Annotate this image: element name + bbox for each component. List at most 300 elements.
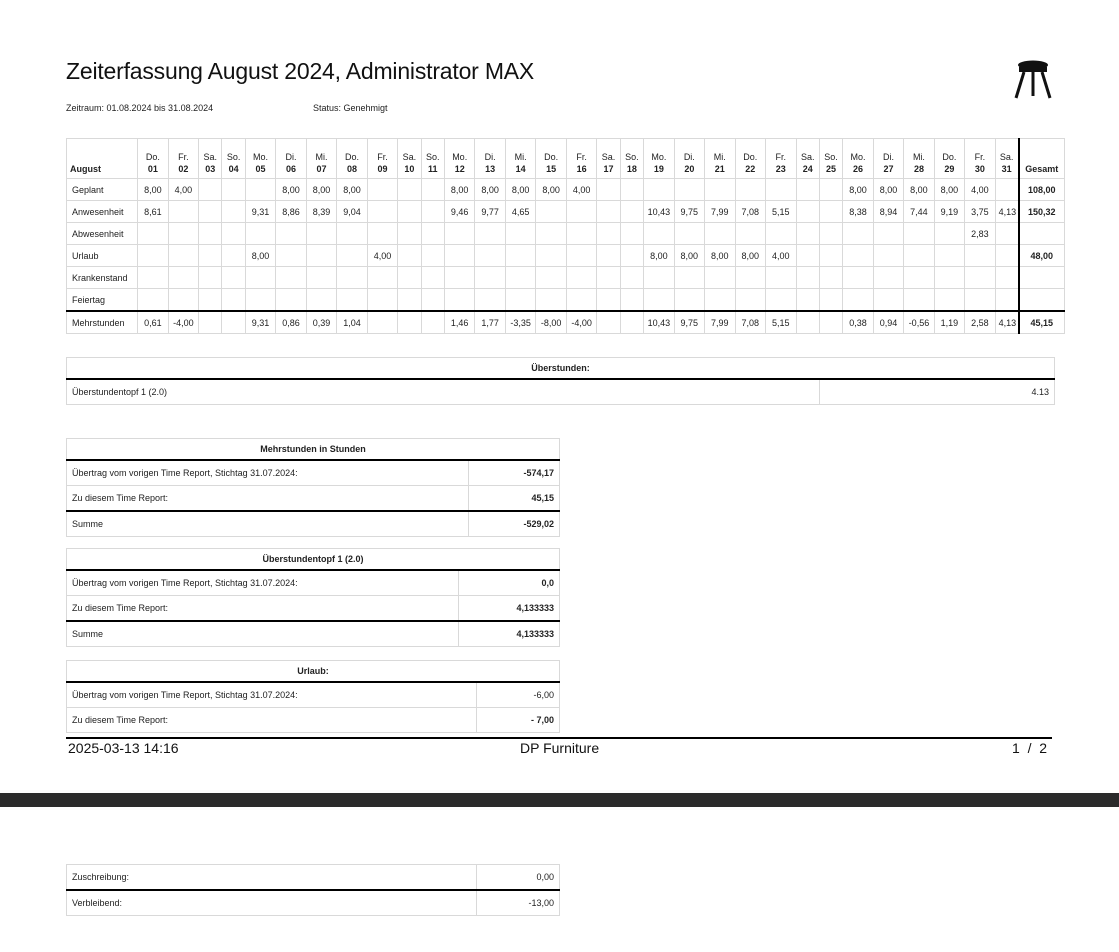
- table-cell: [306, 267, 336, 289]
- table-cell: [337, 267, 367, 289]
- table-cell: [245, 179, 275, 201]
- day-of-week: Fr.: [377, 152, 388, 162]
- table-cell: [796, 245, 819, 267]
- day-of-week: Di.: [285, 152, 297, 162]
- table-cell: 8,39: [306, 201, 336, 223]
- table-cell: [367, 311, 397, 334]
- table-cell: 0,38: [843, 311, 873, 334]
- table-cell: [796, 179, 819, 201]
- day-header: [306, 139, 336, 179]
- table-cell: [674, 289, 704, 312]
- table-cell: [367, 267, 397, 289]
- day-of-week: Fr.: [178, 152, 189, 162]
- day-of-week: Fr.: [974, 152, 986, 162]
- day-number: 04: [228, 164, 239, 174]
- footer-timestamp: 2025-03-13 14:16: [68, 740, 179, 756]
- table-cell: [995, 223, 1018, 245]
- day-number: 26: [852, 164, 863, 174]
- table-cell: [934, 245, 964, 267]
- table-cell: [735, 289, 765, 312]
- urlaub-title: Urlaub:: [67, 661, 560, 683]
- table-cell: 8,00: [873, 179, 903, 201]
- table-cell: [245, 267, 275, 289]
- table-cell: [674, 267, 704, 289]
- day-of-week: Fr.: [775, 152, 787, 162]
- mehrstunden-current-value: 45,15: [469, 486, 560, 512]
- day-number: 28: [913, 164, 924, 174]
- day-header: [199, 139, 222, 179]
- table-cell: [199, 245, 222, 267]
- table-row: [67, 223, 1065, 245]
- day-number: 27: [883, 164, 894, 174]
- table-cell: [421, 289, 444, 312]
- day-header: [995, 139, 1018, 179]
- day-header: [796, 139, 819, 179]
- day-header: [168, 139, 198, 179]
- day-number: 21: [714, 164, 725, 174]
- day-header: [138, 139, 168, 179]
- day-header: [536, 139, 566, 179]
- table-cell: [934, 267, 964, 289]
- day-of-week: Sa.: [999, 152, 1014, 162]
- topf-title: Überstundentopf 1 (2.0): [67, 549, 560, 571]
- table-cell: [796, 267, 819, 289]
- table-cell: [674, 223, 704, 245]
- table-cell: [475, 245, 505, 267]
- day-of-week: Mi.: [514, 152, 527, 162]
- table-row: [67, 289, 1065, 312]
- table-cell: [620, 245, 643, 267]
- table-cell: 8,00: [536, 179, 566, 201]
- day-header: [766, 139, 796, 179]
- table-cell: [421, 201, 444, 223]
- table-row: [67, 511, 560, 537]
- table-cell: [597, 289, 620, 312]
- table-cell: [199, 289, 222, 312]
- day-number: 19: [653, 164, 664, 174]
- table-cell: [873, 289, 903, 312]
- table-cell: [199, 179, 222, 201]
- table-cell: 1,19: [934, 311, 964, 334]
- table-cell: [873, 245, 903, 267]
- table-cell: [644, 289, 674, 312]
- day-of-week: Mi.: [912, 152, 925, 162]
- table-cell: [735, 267, 765, 289]
- table-cell: [873, 267, 903, 289]
- table-cell: [597, 179, 620, 201]
- table-cell: [904, 245, 934, 267]
- day-of-week: Do.: [942, 152, 957, 162]
- table-cell: [620, 201, 643, 223]
- day-of-week: So.: [226, 152, 241, 162]
- table-cell: [766, 289, 796, 312]
- day-header: [475, 139, 505, 179]
- topf-current-value: 4,133333: [459, 596, 560, 622]
- table-cell: 0,61: [138, 311, 168, 334]
- day-number: 09: [377, 164, 388, 174]
- table-cell: [444, 267, 474, 289]
- table-cell: 4,13: [995, 311, 1018, 334]
- topf-table: [66, 548, 560, 647]
- table-cell: [597, 245, 620, 267]
- day-header: [505, 139, 535, 179]
- table-cell: [620, 289, 643, 312]
- table-cell: [222, 267, 245, 289]
- table-cell: [620, 179, 643, 201]
- table-cell: [276, 267, 306, 289]
- day-of-week: Mo.: [452, 152, 468, 162]
- table-cell: 0,94: [873, 311, 903, 334]
- table-cell: 2,58: [965, 311, 995, 334]
- day-of-week: Do.: [145, 152, 160, 162]
- table-cell: [168, 201, 198, 223]
- day-header: [245, 139, 275, 179]
- table-cell: [222, 201, 245, 223]
- topf-current-label: Zu diesem Time Report:: [67, 596, 459, 622]
- table-cell: [995, 267, 1018, 289]
- table-cell: [367, 289, 397, 312]
- day-of-week: Do.: [743, 152, 758, 162]
- table-cell: [398, 179, 421, 201]
- mehrstunden-sum-value: -529,02: [469, 511, 560, 537]
- day-header: [843, 139, 873, 179]
- table-cell: [904, 267, 934, 289]
- table-cell: 8,00: [245, 245, 275, 267]
- table-cell: [620, 267, 643, 289]
- table-cell: [337, 245, 367, 267]
- topf-sum-label: Summe: [67, 621, 459, 647]
- table-cell: 8,00: [644, 245, 674, 267]
- table-row: [67, 379, 1055, 405]
- table-cell: 9,77: [475, 201, 505, 223]
- ueberstunden-table: [66, 357, 1055, 405]
- day-of-week: Sa.: [402, 152, 417, 162]
- table-cell: 8,00: [475, 179, 505, 201]
- table-cell: [819, 311, 842, 334]
- row-total: [1019, 267, 1065, 289]
- mehrstunden-carry-value: -574,17: [469, 460, 560, 486]
- table-cell: [367, 201, 397, 223]
- table-cell: [199, 201, 222, 223]
- table-cell: [644, 223, 674, 245]
- ueberstunden-title: Überstunden:: [67, 358, 1055, 380]
- table-cell: [367, 223, 397, 245]
- row-label: Abwesenheit: [67, 223, 138, 245]
- table-cell: [597, 201, 620, 223]
- table-cell: 8,86: [276, 201, 306, 223]
- table-cell: [138, 245, 168, 267]
- mehrstunden-carry-label: Übertrag vom vorigen Time Report, Stichtag 31.07.2024:: [67, 460, 469, 486]
- table-cell: 8,00: [505, 179, 535, 201]
- urlaub-current-label: Zu diesem Time Report:: [67, 708, 477, 733]
- day-number: 05: [255, 164, 266, 174]
- urlaub-carry-value: -6,00: [477, 682, 560, 708]
- day-of-week: Mo.: [253, 152, 269, 162]
- day-number: 08: [347, 164, 358, 174]
- table-cell: [796, 201, 819, 223]
- table-cell: [566, 223, 596, 245]
- table-cell: [475, 267, 505, 289]
- table-cell: [421, 179, 444, 201]
- table-cell: [536, 245, 566, 267]
- table-cell: [843, 267, 873, 289]
- table-cell: [222, 289, 245, 312]
- table-cell: 9,19: [934, 201, 964, 223]
- table-row: [67, 179, 1065, 201]
- table-cell: [222, 223, 245, 245]
- table-cell: [421, 223, 444, 245]
- table-cell: 9,04: [337, 201, 367, 223]
- day-number: 06: [286, 164, 297, 174]
- table-cell: [168, 223, 198, 245]
- mehrstunden-title: Mehrstunden in Stunden: [67, 439, 560, 461]
- table-cell: [138, 289, 168, 312]
- row-label: Urlaub: [67, 245, 138, 267]
- table-cell: [766, 267, 796, 289]
- day-header: [873, 139, 903, 179]
- day-header: [965, 139, 995, 179]
- table-row: [67, 486, 560, 512]
- table-cell: [168, 267, 198, 289]
- table-cell: -4,00: [566, 311, 596, 334]
- table-cell: -0,56: [904, 311, 934, 334]
- table-cell: [306, 245, 336, 267]
- table-cell: 8,00: [934, 179, 964, 201]
- table-cell: [276, 289, 306, 312]
- day-number: 22: [745, 164, 756, 174]
- table-row: [67, 460, 560, 486]
- day-of-week: Sa.: [203, 152, 218, 162]
- table-cell: 8,00: [674, 245, 704, 267]
- day-header: [276, 139, 306, 179]
- day-header: [735, 139, 765, 179]
- table-row: [67, 201, 1065, 223]
- row-total: 45,15: [1019, 311, 1065, 334]
- verbleibend-label: Verbleibend:: [67, 890, 477, 916]
- table-cell: 9,31: [245, 201, 275, 223]
- table-cell: [505, 267, 535, 289]
- table-row: [67, 570, 560, 596]
- table-cell: 7,08: [735, 201, 765, 223]
- table-cell: 9,31: [245, 311, 275, 334]
- ueberstunden-row-value: 4.13: [820, 379, 1055, 405]
- table-row: [67, 596, 560, 622]
- table-row: [67, 865, 560, 891]
- table-cell: [819, 267, 842, 289]
- row-label: Feiertag: [67, 289, 138, 312]
- table-row: [67, 708, 560, 733]
- table-cell: [819, 289, 842, 312]
- month-header: August: [67, 139, 138, 179]
- day-number: 24: [802, 164, 813, 174]
- table-cell: -8,00: [536, 311, 566, 334]
- row-total: [1019, 289, 1065, 312]
- row-total: 108,00: [1019, 179, 1065, 201]
- day-number: 03: [205, 164, 216, 174]
- day-of-week: Mi.: [713, 152, 726, 162]
- table-cell: 8,00: [705, 245, 735, 267]
- table-cell: 2,83: [965, 223, 995, 245]
- table-cell: 8,00: [337, 179, 367, 201]
- table-cell: [138, 267, 168, 289]
- table-cell: [536, 201, 566, 223]
- day-header: [398, 139, 421, 179]
- day-header: [566, 139, 596, 179]
- table-cell: [505, 289, 535, 312]
- table-cell: [735, 223, 765, 245]
- day-header: [222, 139, 245, 179]
- table-cell: [674, 179, 704, 201]
- table-cell: 9,75: [674, 311, 704, 334]
- day-of-week: Mi.: [315, 152, 328, 162]
- table-cell: [276, 223, 306, 245]
- day-of-week: So.: [824, 152, 838, 162]
- row-label: Anwesenheit: [67, 201, 138, 223]
- table-cell: 7,08: [735, 311, 765, 334]
- day-number: 13: [485, 164, 496, 174]
- table-cell: [505, 245, 535, 267]
- table-cell: [444, 289, 474, 312]
- row-total: 48,00: [1019, 245, 1065, 267]
- day-number: 20: [684, 164, 695, 174]
- mehrstunden-table: [66, 438, 560, 537]
- table-cell: 7,99: [705, 311, 735, 334]
- day-of-week: Fr.: [576, 152, 587, 162]
- table-cell: [367, 179, 397, 201]
- table-cell: [597, 267, 620, 289]
- day-of-week: Do.: [345, 152, 360, 162]
- table-cell: [705, 179, 735, 201]
- table-row: [67, 621, 560, 647]
- day-header: [444, 139, 474, 179]
- table-cell: [843, 245, 873, 267]
- day-number: 25: [826, 164, 837, 174]
- ueberstunden-row-label: Überstundentopf 1 (2.0): [67, 379, 820, 405]
- table-cell: [819, 245, 842, 267]
- table-cell: [337, 289, 367, 312]
- urlaub-current-value: - 7,00: [477, 708, 560, 733]
- table-cell: [536, 267, 566, 289]
- table-cell: [934, 289, 964, 312]
- table-cell: [421, 311, 444, 334]
- day-number: 17: [603, 164, 614, 174]
- table-cell: [199, 267, 222, 289]
- topf-carry-label: Übertrag vom vorigen Time Report, Stichtag 31.07.2024:: [67, 570, 459, 596]
- table-cell: 5,15: [766, 201, 796, 223]
- table-cell: [337, 223, 367, 245]
- table-cell: [245, 223, 275, 245]
- table-cell: [306, 289, 336, 312]
- table-cell: [796, 311, 819, 334]
- verbleibend-value: -13,00: [477, 890, 560, 916]
- day-number: 07: [316, 164, 327, 174]
- day-header: [597, 139, 620, 179]
- table-cell: [796, 289, 819, 312]
- day-number: 14: [515, 164, 526, 174]
- day-of-week: Mo.: [850, 152, 866, 162]
- footer-rule: [66, 737, 1052, 739]
- period-label: Zeitraum: 01.08.2024 bis 31.08.2024: [66, 103, 214, 113]
- table-cell: 4,00: [965, 179, 995, 201]
- table-cell: [199, 223, 222, 245]
- table-row: [67, 245, 1065, 267]
- table-row: [67, 890, 560, 916]
- topf-carry-value: 0,0: [459, 570, 560, 596]
- table-cell: [566, 267, 596, 289]
- table-cell: -3,35: [505, 311, 535, 334]
- table-cell: [398, 223, 421, 245]
- footer-page-number: 1 / 2: [1012, 740, 1048, 756]
- table-cell: 8,00: [276, 179, 306, 201]
- table-cell: [398, 267, 421, 289]
- table-cell: [222, 311, 245, 334]
- table-cell: 1,04: [337, 311, 367, 334]
- table-cell: 4,00: [367, 245, 397, 267]
- table-cell: [819, 223, 842, 245]
- day-header: [620, 139, 643, 179]
- table-cell: [995, 245, 1018, 267]
- page-title: Zeiterfassung August 2024, Administrator MAX: [66, 58, 535, 84]
- table-cell: 1,77: [475, 311, 505, 334]
- table-cell: [597, 223, 620, 245]
- table-cell: [421, 267, 444, 289]
- table-cell: 10,43: [644, 201, 674, 223]
- table-cell: [505, 223, 535, 245]
- table-cell: [735, 179, 765, 201]
- day-of-week: Mo.: [651, 152, 667, 162]
- day-of-week: Di.: [484, 152, 496, 162]
- table-cell: 9,46: [444, 201, 474, 223]
- table-cell: [644, 267, 674, 289]
- page-divider: [0, 793, 1119, 807]
- table-cell: [168, 245, 198, 267]
- table-cell: [199, 311, 222, 334]
- row-label: Geplant: [67, 179, 138, 201]
- page2-table: [66, 864, 560, 916]
- table-cell: 8,94: [873, 201, 903, 223]
- topf-sum-value: 4,133333: [459, 621, 560, 647]
- table-cell: [705, 223, 735, 245]
- table-cell: 9,75: [674, 201, 704, 223]
- table-cell: [597, 311, 620, 334]
- mehrstunden-current-label: Zu diesem Time Report:: [67, 486, 469, 512]
- table-cell: [222, 179, 245, 201]
- day-number: 30: [974, 164, 985, 174]
- day-header: [367, 139, 397, 179]
- day-number: 12: [454, 164, 465, 174]
- table-cell: -4,00: [168, 311, 198, 334]
- table-row: [67, 267, 1065, 289]
- day-header: [421, 139, 444, 179]
- timesheet-table: [66, 138, 1065, 334]
- table-cell: [222, 245, 245, 267]
- table-cell: [843, 289, 873, 312]
- table-cell: [965, 245, 995, 267]
- table-cell: [536, 289, 566, 312]
- table-cell: [444, 223, 474, 245]
- table-cell: [398, 289, 421, 312]
- table-cell: [444, 245, 474, 267]
- table-cell: [705, 267, 735, 289]
- table-cell: 5,15: [766, 311, 796, 334]
- day-of-week: Do.: [544, 152, 559, 162]
- stool-icon: [1012, 58, 1054, 100]
- table-cell: [995, 179, 1018, 201]
- zuschreibung-label: Zuschreibung:: [67, 865, 477, 891]
- table-cell: [620, 223, 643, 245]
- table-cell: [766, 223, 796, 245]
- row-total: 150,32: [1019, 201, 1065, 223]
